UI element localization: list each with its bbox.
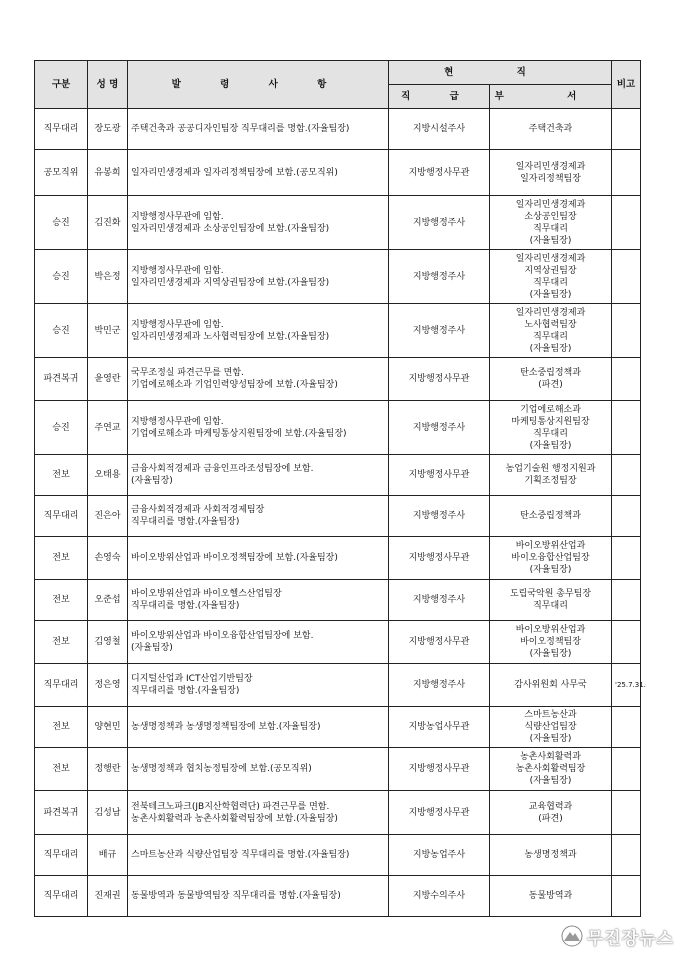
row-dept: 탄소중립정책과 (파견) <box>490 358 612 401</box>
row-order: 농생명정책과 협치농정팀장에 보함.(공모직위) <box>128 748 389 791</box>
row-name: 정행란 <box>88 748 128 791</box>
row-category: 파견복귀 <box>35 358 88 401</box>
row-dept: 농업기술원 행정지원과 기획조정팀장 <box>490 455 612 496</box>
row-note <box>612 304 641 358</box>
header-dept: 부 서 <box>490 85 612 109</box>
row-dept: 일자리민생경제과 일자리정책팀장 <box>490 150 612 196</box>
row-note <box>612 455 641 496</box>
row-dept: 도립국악원 총무팀장 직무대리 <box>490 580 612 621</box>
watermark-text: 무진장뉴스 <box>586 928 674 949</box>
row-category: 직무대리 <box>35 664 88 707</box>
row-name: 오준섭 <box>88 580 128 621</box>
row-category: 승진 <box>35 304 88 358</box>
row-name: 배규 <box>88 835 128 876</box>
row-category: 직무대리 <box>35 876 88 917</box>
row-name: 김진화 <box>88 196 128 250</box>
row-grade: 지방행정사무관 <box>389 455 490 496</box>
table-row <box>35 835 641 876</box>
table-row <box>35 664 641 707</box>
row-order: 스마트농산과 식량산업팀장 직무대리를 명함.(자율팀장) <box>128 835 389 876</box>
row-dept: 농생명정책과 <box>490 835 612 876</box>
row-name: 유봉희 <box>88 150 128 196</box>
row-order: 동물방역과 동물방역팀장 직무대리를 명함.(자율팀장) <box>128 876 389 917</box>
table-row <box>35 876 641 917</box>
table-row <box>35 537 641 580</box>
row-grade: 지방행정주사 <box>389 250 490 304</box>
row-dept: 일자리민생경제과 지역상권팀장 직무대리 (자율팀장) <box>490 250 612 304</box>
row-note <box>612 196 641 250</box>
row-category: 승진 <box>35 401 88 455</box>
row-order: 주택건축과 공공디자인팀장 직무대리를 명함.(자율팀장) <box>128 109 389 150</box>
row-category: 공모직위 <box>35 150 88 196</box>
personnel-table <box>34 60 646 917</box>
row-grade: 지방수의주사 <box>389 876 490 917</box>
table-row <box>35 304 641 358</box>
row-name: 정은영 <box>88 664 128 707</box>
header-category: 구분 <box>35 61 88 109</box>
watermark <box>524 916 674 956</box>
row-note <box>612 150 641 196</box>
row-category: 전보 <box>35 537 88 580</box>
table-row <box>35 496 641 537</box>
table-row <box>35 791 641 835</box>
row-grade: 지방행정사무관 <box>389 621 490 664</box>
table-row <box>35 250 641 304</box>
row-note <box>612 835 641 876</box>
row-grade: 지방행정사무관 <box>389 748 490 791</box>
row-note <box>612 537 641 580</box>
table-body <box>35 109 646 917</box>
row-category: 승진 <box>35 250 88 304</box>
row-order: 일자리민생경제과 일자리정책팀장에 보함.(공모직위) <box>128 150 389 196</box>
row-name: 진재권 <box>88 876 128 917</box>
row-order: 지방행정사무관에 임함. 기업에로해소과 마케팅통상지원팀장에 보함.(자율팀장) <box>128 401 389 455</box>
table-row <box>35 580 641 621</box>
row-category: 직무대리 <box>35 109 88 150</box>
row-order: 금융사회적경제과 금융인프라조성팀장에 보함. (자율팀장) <box>128 455 389 496</box>
row-grade: 지방행정주사 <box>389 401 490 455</box>
row-note <box>612 358 641 401</box>
row-order: 지방행정사무관에 임함. 일자리민생경제과 노사협력팀장에 보함.(자율팀장) <box>128 304 389 358</box>
row-grade: 지방행정사무관 <box>389 537 490 580</box>
row-category: 직무대리 <box>35 835 88 876</box>
row-dept: 일자리민생경제과 소상공인팀장 직무대리 (자율팀장) <box>490 196 612 250</box>
row-dept: 주택건축과 <box>490 109 612 150</box>
table-row <box>35 150 641 196</box>
row-name: 진은아 <box>88 496 128 537</box>
row-note <box>612 401 641 455</box>
row-dept: 일자리민생경제과 노사협력팀장 직무대리 (자율팀장) <box>490 304 612 358</box>
row-dept: 농촌사회활력과 농촌사회활력팀장 (자율팀장) <box>490 748 612 791</box>
row-dept: 교육협력과 (파견) <box>490 791 612 835</box>
row-category: 파견복귀 <box>35 791 88 835</box>
row-order: 금융사회적경제과 사회적경제팀장 직무대리를 명함.(자율팀장) <box>128 496 389 537</box>
row-name: 오태용 <box>88 455 128 496</box>
row-grade: 지방시설주사 <box>389 109 490 150</box>
row-order: 디지털산업과 ICT산업기반팀장 직무대리를 명함.(자율팀장) <box>128 664 389 707</box>
row-grade: 지방행정주사 <box>389 580 490 621</box>
row-category: 전보 <box>35 707 88 748</box>
row-note <box>612 748 641 791</box>
row-order: 지방행정사무관에 임함. 일자리민생경제과 지역상권팀장에 보함.(자율팀장) <box>128 250 389 304</box>
row-dept: 감사위원회 사무국 <box>490 664 612 707</box>
row-dept: 바이오방위산업과 바이오정책팀장 (자율팀장) <box>490 621 612 664</box>
row-dept: 탄소중립정책과 <box>490 496 612 537</box>
row-note: '25.7.31. <box>612 664 641 707</box>
table-row <box>35 707 641 748</box>
table-row <box>35 358 641 401</box>
row-note <box>612 580 641 621</box>
row-order: 국무조정실 파견근무를 면함. 기업에로해소과 기업인력양성팀장에 보함.(자율팀장) <box>128 358 389 401</box>
row-name: 박민군 <box>88 304 128 358</box>
table-row <box>35 401 641 455</box>
row-category: 전보 <box>35 621 88 664</box>
row-order: 바이오방위산업과 바이오헬스산업팀장 직무대리를 명함.(자율팀장) <box>128 580 389 621</box>
row-grade: 지방행정주사 <box>389 304 490 358</box>
row-grade: 지방행정주사 <box>389 196 490 250</box>
header-order: 발 령 사 항 <box>128 61 389 109</box>
row-grade: 지방행정사무관 <box>389 358 490 401</box>
row-note <box>612 496 641 537</box>
row-category: 전보 <box>35 455 88 496</box>
row-category: 전보 <box>35 748 88 791</box>
header-grade: 직 급 <box>389 85 490 109</box>
table-row <box>35 455 641 496</box>
header-current: 현 직 <box>389 61 612 85</box>
row-name: 양현민 <box>88 707 128 748</box>
row-order: 바이오방위산업과 바이오융합산업팀장에 보함. (자율팀장) <box>128 621 389 664</box>
row-order: 바이오방위산업과 바이오정책팀장에 보함.(자율팀장) <box>128 537 389 580</box>
row-category: 전보 <box>35 580 88 621</box>
row-category: 승진 <box>35 196 88 250</box>
table-row <box>35 109 641 150</box>
row-note <box>612 621 641 664</box>
row-name: 장도광 <box>88 109 128 150</box>
row-name: 윤영란 <box>88 358 128 401</box>
table-row <box>35 748 641 791</box>
row-grade: 지방농업사무관 <box>389 707 490 748</box>
row-note <box>612 876 641 917</box>
row-grade: 지방행정사무관 <box>389 150 490 196</box>
header-row <box>35 61 641 85</box>
row-grade: 지방행정주사 <box>389 664 490 707</box>
row-grade: 지방행정사무관 <box>389 791 490 835</box>
row-note <box>612 791 641 835</box>
table-row <box>35 196 641 250</box>
row-name: 김성남 <box>88 791 128 835</box>
row-order: 농생명정책과 농생명정책팀장에 보함.(자율팀장) <box>128 707 389 748</box>
header-name: 성 명 <box>88 61 128 109</box>
table-row <box>35 621 641 664</box>
row-category: 직무대리 <box>35 496 88 537</box>
row-name: 박은정 <box>88 250 128 304</box>
row-grade: 지방농업주사 <box>389 835 490 876</box>
row-name: 손영숙 <box>88 537 128 580</box>
row-name: 김영철 <box>88 621 128 664</box>
row-dept: 동물방역과 <box>490 876 612 917</box>
mountain-logo-icon <box>561 925 583 947</box>
row-note <box>612 109 641 150</box>
row-dept: 바이오방위산업과 바이오융합산업팀장 (자율팀장) <box>490 537 612 580</box>
row-note <box>612 707 641 748</box>
row-grade: 지방행정주사 <box>389 496 490 537</box>
row-order: 지방행정사무관에 임함. 일자리민생경제과 소상공인팀장에 보함.(자율팀장) <box>128 196 389 250</box>
header-note: 비고 <box>612 61 641 109</box>
row-dept: 스마트농산과 식량산업팀장 (자율팀장) <box>490 707 612 748</box>
row-dept: 기업에로해소과 마케팅통상지원팀장 직무대리 (자율팀장) <box>490 401 612 455</box>
row-note <box>612 250 641 304</box>
row-name: 주연교 <box>88 401 128 455</box>
row-order: 전북테크노파크(JB지산학협력단) 파견근무를 면함. 농촌사회활력과 농촌사회활력팀장에 보함.(자율팀장) <box>128 791 389 835</box>
